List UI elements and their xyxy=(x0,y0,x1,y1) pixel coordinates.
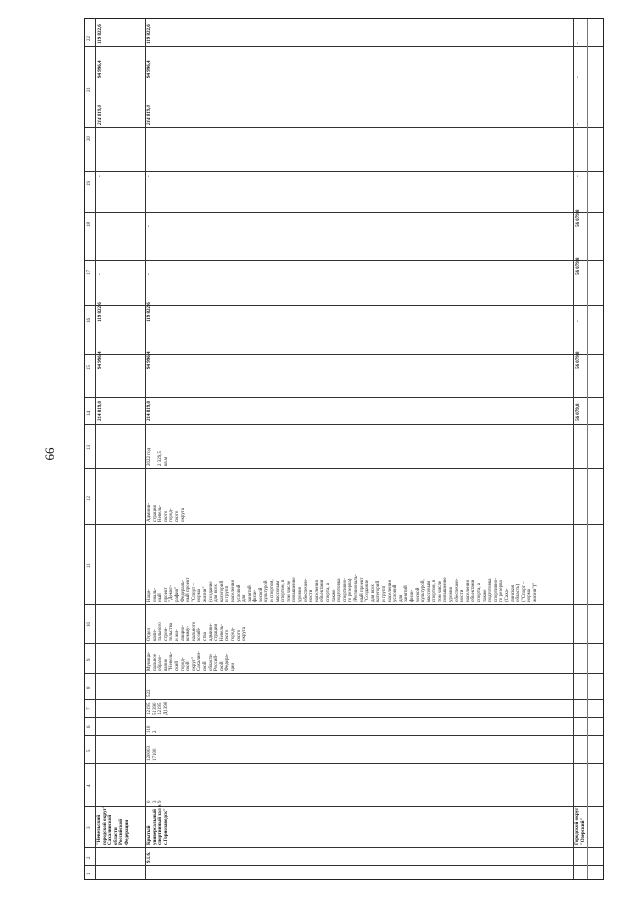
row-divider xyxy=(587,19,588,879)
colnum-9: 9 xyxy=(87,658,92,661)
col-divider xyxy=(85,643,603,644)
page-number: 66 xyxy=(42,447,57,461)
ozersky-c20: - xyxy=(576,123,581,125)
municipality-header: "Невельский городской округ" Сахалинской области Российской Федерации xyxy=(97,805,130,845)
ozersky-c17: 56 079,8 xyxy=(576,257,581,275)
colnum-11: 11 xyxy=(87,563,92,568)
item-c7: 12195 51390 12195 Д1390 xyxy=(147,701,169,715)
col-divider xyxy=(85,468,603,469)
colnum-17: 17 xyxy=(87,270,92,275)
colnum-16: 16 xyxy=(87,318,92,323)
col-divider xyxy=(85,424,603,425)
item-c16: 119 822,6 xyxy=(147,302,152,322)
item-c14: 214 819,0 xyxy=(147,401,152,421)
item-c19: - xyxy=(147,175,152,177)
colnum-2: 2 xyxy=(87,856,92,859)
row-divider xyxy=(573,19,574,879)
header-total-16: 119 822,6 xyxy=(98,302,103,322)
item-c15: 94 996,4 xyxy=(147,351,152,369)
ozersky-c21: - xyxy=(576,76,581,78)
item-c13: 2022 год 2 329,5 кв.м xyxy=(147,447,169,466)
colnum-18: 18 xyxy=(87,222,92,227)
colnum-1: 1 xyxy=(87,872,92,875)
colnum-3: 3 xyxy=(87,826,92,829)
header-total-17: - xyxy=(98,273,103,275)
col-divider xyxy=(85,673,603,674)
colnum-15: 15 xyxy=(87,365,92,370)
ozersky-c22: - xyxy=(576,42,581,44)
item-c4: 0 3 9 xyxy=(147,800,164,803)
col-divider xyxy=(85,397,603,398)
item-c21: 94 996,4 xyxy=(147,60,152,78)
item-c10: Отдел капи- тального строи- тельства и жи- лищно- комму- нального хозяй- ства админи- страции Невель- ского город- ского округа xyxy=(147,621,248,641)
colnum-21: 21 xyxy=(87,87,92,92)
header-total-21: 94 996,4 xyxy=(98,60,103,78)
header-total-20: 214 819,0 xyxy=(98,105,103,125)
colnum-13: 13 xyxy=(87,445,92,450)
col-divider xyxy=(85,847,603,848)
header-total-19: - xyxy=(98,175,103,177)
ozersky-c16: - xyxy=(576,320,581,322)
colnum-14: 14 xyxy=(87,411,92,416)
ozersky-c18: 56 079,8 xyxy=(576,209,581,227)
item-c17: - xyxy=(147,273,152,275)
col-divider xyxy=(85,354,603,355)
col-divider xyxy=(85,260,603,261)
header-total-14: 214 819,0 xyxy=(98,401,103,421)
col-divider xyxy=(85,735,603,736)
col-divider xyxy=(85,212,603,213)
row-divider xyxy=(145,19,146,879)
colnum-19: 19 xyxy=(87,181,92,186)
col-divider xyxy=(85,171,603,172)
col-divider xyxy=(85,604,603,605)
ozersky-c15: 56 079,8 xyxy=(576,351,581,369)
col-divider xyxy=(85,305,603,306)
header-total-15: 94 996,4 xyxy=(98,351,103,369)
col-divider xyxy=(85,763,603,764)
item-c6: 110 2 xyxy=(147,725,158,733)
col-divider xyxy=(85,524,603,525)
colnum-8: 8 xyxy=(87,686,92,689)
colnum-12: 12 xyxy=(87,496,92,501)
col-divider xyxy=(85,127,603,128)
item-c8: 522 xyxy=(147,689,152,697)
budget-table xyxy=(84,18,604,880)
header-total-22: 119 822,6 xyxy=(98,24,103,44)
item-c9: Муници- пальное образо- вание "Невель- ский город- ской округ" Сахалин- ской области Россий- ской Федера- ции xyxy=(147,651,236,671)
item-c11: Наци- ональ- ный проект "Демог- рафия" Федераль- ный проект "Спорт – норма жизни" (создание для всех категорий и групп населения условий для занятий физи- ческой культурой и спортом, массовым спортом, в том числе повышение уровня обеспечен- ности населения объектами спорта, а также подготовка спортивно- го резерва) /Регииональ- ный проект "Создание для всех категорий и групп населения условий для занятий физи- ческой культурой, массовым спортом, в том числе повышение уровня обеспечен- ности населения объектами спорта, а также подготовка спортивно- го резерва (Саха- линская область) ("Спорт – норма жизни")" xyxy=(147,574,538,602)
item-object-name: Крытый универсальный спортивный зал в с.Горнозаводск" xyxy=(147,804,169,845)
colnum-20: 20 xyxy=(87,136,92,141)
colnum-4: 4 xyxy=(87,784,92,787)
col-divider xyxy=(85,46,603,47)
item-c20: 214 819,0 xyxy=(147,105,152,125)
col-divider xyxy=(85,717,603,718)
colnum-10: 10 xyxy=(87,622,92,627)
ozersky-c14: 56 079,8 xyxy=(576,403,581,421)
row-divider xyxy=(95,19,96,879)
ozersky-c19: - xyxy=(576,175,581,177)
item-c5: 120003 17100 xyxy=(147,746,158,761)
item-c22: 119 822,6 xyxy=(147,24,152,44)
colnum-7: 7 xyxy=(87,707,92,710)
col-divider xyxy=(85,699,603,700)
item-c18: - xyxy=(147,225,152,227)
colnum-5: 5 xyxy=(87,749,92,752)
ozersky-label: Городской округ "Озерский" xyxy=(575,807,586,845)
col-divider xyxy=(85,865,603,866)
colnum-6: 6 xyxy=(87,725,92,728)
item-c12: Админи- страция Невель- ского город- ского округа xyxy=(147,502,186,522)
item-code: 9.1.6. xyxy=(147,851,152,863)
colnum-22: 22 xyxy=(87,36,92,41)
